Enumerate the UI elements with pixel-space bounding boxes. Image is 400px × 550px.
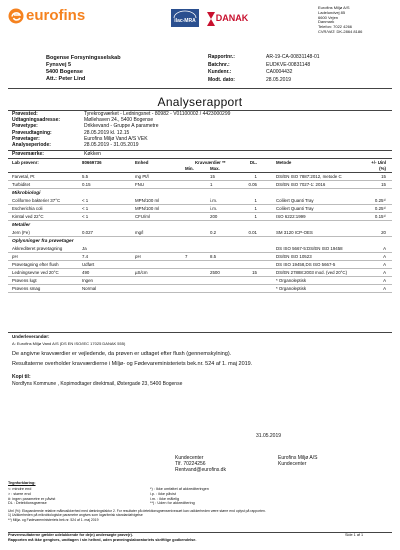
cell-method: * Organoleptisk — [276, 286, 307, 291]
cell-name: Prøvens lugt — [12, 278, 37, 283]
table-subheader: Min. Max. (%) — [185, 166, 386, 171]
meta-row: Rapportnr.: AR-19-CA-00831148-01 — [208, 54, 320, 60]
cell-result: Udført — [82, 262, 95, 267]
cell-unc: A — [383, 254, 386, 259]
table-row — [8, 261, 392, 268]
cell-min: 7 — [185, 254, 188, 259]
table-row — [8, 269, 392, 276]
table-row — [8, 213, 392, 220]
table-row — [8, 253, 392, 260]
legend-item: i.m. : ikke målelig — [150, 496, 180, 501]
sample-info-row: Udtagningsadresse: Møllehaven 24., 5400 Bogense — [12, 117, 154, 124]
client-address — [46, 55, 196, 83]
table-row — [8, 205, 392, 212]
client-attention: Att.: Peter Lind — [46, 76, 86, 82]
cell-method: DS/EN ISO 7027-1: 2016 — [276, 182, 326, 187]
cell-unit: µS/cm — [135, 270, 148, 275]
legend-heading: Tegnforklaring: — [8, 481, 36, 485]
cell-name: Prøvetagning efter flush — [12, 262, 59, 267]
signature-right — [278, 455, 317, 467]
cell-result: 0.027 — [82, 230, 93, 235]
table-row — [8, 245, 392, 252]
sample-info-row: Prøvetype: Drikkevand - Gruppe A parametre — [12, 123, 159, 130]
sample-info-row: Analyseperiode: 28.05.2019 - 31.05.2019 — [12, 142, 139, 149]
sample-info-row: Prøvetager: Eurofins Miljø Vand A/S VEK — [12, 135, 148, 142]
lab-address-line: 6600 Vejen — [318, 14, 339, 20]
cell-method: Colilert Quanti Tray — [276, 206, 314, 211]
legend-item: DL : Detektionsgrænse — [8, 501, 47, 506]
note-line: Resultaterne overholder kravværdierne i Miljø- og Fødevareministeriets bek.nr. 524 af 1. maj 2019. — [12, 361, 253, 367]
cell-unc: A — [383, 270, 386, 275]
cell-name: Prøvens smag — [12, 286, 41, 291]
cell-result: Ingen — [82, 278, 93, 283]
cell-max: 0.2 — [210, 230, 217, 235]
cell-max: 15 — [210, 174, 215, 179]
eurofins-brand: eurofins — [26, 7, 86, 24]
row-divider — [8, 188, 392, 189]
cell-result: Ja — [82, 246, 87, 251]
svg-text:ilac-MRA: ilac-MRA — [174, 18, 196, 24]
page-title: Analyserapport — [157, 95, 243, 109]
legend-item: > : større end — [8, 491, 31, 496]
cell-result: < 1 — [82, 206, 89, 211]
sample-marking: Prøvemærke: Køkken — [12, 151, 101, 157]
cell-unc: A — [383, 278, 386, 283]
cell-unc: A — [383, 246, 386, 251]
meta-row: Kundenr.: CA0004432 — [208, 69, 293, 76]
cell-dl: 0.05 — [248, 182, 257, 187]
ilac-mra-logo-icon — [171, 9, 199, 27]
cell-name: Farvetal, Pt — [12, 174, 35, 179]
table-row — [8, 277, 392, 284]
signature-left — [175, 455, 226, 473]
cell-name: Kimtal ved 22°C — [12, 214, 44, 219]
cell-method: DS/EN 27888:2003 mod. (ved 20°C) — [276, 270, 348, 275]
lab-address-line: Eurofins Miljø A/S — [318, 5, 350, 10]
cell-dl: 1 — [254, 206, 257, 211]
cell-unc: 20 — [381, 230, 386, 235]
signature-date: 31.05.2019 — [256, 433, 282, 439]
client-city: 5400 Bogense — [46, 69, 83, 75]
footnote: **) Miljø- og Fødevareministeriets bek.nr. 524 af 1. maj 2019 — [8, 517, 99, 522]
cell-unit: MPN/100 ml — [135, 206, 160, 211]
cell-max: 8.5 — [210, 254, 217, 259]
cell-result: 7.4 — [82, 254, 89, 259]
cell-result: < 1 — [82, 198, 89, 203]
footnote: 1) Usikkerheden på mikrobiologiske parametre angives som logaritmisk standardafvigelse — [8, 513, 143, 518]
cell-dl: 1 — [254, 214, 257, 219]
footer-line: Prøveresultaterne gælder udelukkende for de(n) undersøgte prøve(r). — [8, 533, 133, 537]
subcontractor-heading: Underleverandør: — [12, 334, 50, 339]
cell-unit: mg Pt/l — [135, 174, 149, 179]
divider — [8, 332, 392, 333]
page-number: Side 1 af 1 — [345, 533, 364, 537]
cell-method: SM 3120 ICP-OES — [276, 230, 313, 235]
cell-method: DS ISO 19458,DS ISO 5667-5 — [276, 262, 336, 267]
cell-method: DS/EN ISO 10523 — [276, 254, 312, 259]
cell-method: ISO 6222:1999 — [276, 214, 306, 219]
report-meta — [208, 54, 398, 84]
divider — [8, 88, 392, 89]
legend-left — [8, 487, 128, 506]
cell-result: 5.5 — [82, 174, 89, 179]
table-group-title: Oplysninger fra prøvetager — [12, 239, 74, 244]
cell-name: Escherichia coli — [12, 206, 43, 211]
cell-name: Turbiditet — [12, 182, 31, 187]
lab-address-line: CVR/VAT: DK-2864 8186 — [318, 28, 363, 34]
cell-method: * Organoleptisk — [276, 278, 307, 283]
cell-unit: FNU — [135, 182, 145, 187]
legend-item: **) : Uden for akkreditering — [150, 501, 195, 506]
cell-method: DS ISO 5667-5:DS/EN ISO 19458 — [276, 246, 343, 251]
table-row — [8, 173, 392, 180]
meta-row: Modt. dato: 28.05.2019 — [208, 76, 292, 83]
legend-item: <: mindre end — [8, 487, 32, 491]
signature-line: Eurofins Miljø A/S — [278, 455, 318, 461]
cell-unc: A — [383, 262, 386, 267]
footer-line: Rapporten må ikke gengives, undtagen i sin helhed, uden prøvningslaboratoriets skriftlige godkendelse. — [8, 538, 197, 542]
cell-max: i.m. — [210, 198, 218, 203]
svg-text:DANAK: DANAK — [215, 13, 249, 23]
copy-heading: Kopi til: — [12, 374, 31, 380]
cell-max: i.m. — [210, 206, 218, 211]
lab-address-line: Danmark — [318, 19, 335, 25]
cell-result: Normal — [82, 286, 97, 291]
table-row — [8, 229, 392, 236]
cell-result: < 1 — [82, 214, 89, 219]
legend-item: *) : Ikke omfattet af akkrediteringen — [150, 487, 209, 491]
lab-address — [318, 6, 396, 35]
cell-result: 490 — [82, 270, 90, 275]
cell-name: Ledningsevne ved 20°C — [12, 270, 59, 275]
signature-line: Rentvand@eurofins.dk — [175, 467, 226, 473]
danak-logo-icon — [205, 8, 249, 28]
legend-right — [150, 487, 300, 506]
row-divider — [8, 292, 392, 293]
cell-name: Akkrediteret prøvetagning — [12, 246, 63, 251]
cell-dl: 0.01 — [248, 230, 257, 235]
cell-method: Colilert Quanti Tray — [276, 198, 314, 203]
cell-unc: 15 — [381, 174, 386, 179]
cell-dl: 1 — [254, 198, 257, 203]
cell-name: Coliforme bakterier 37°C — [12, 198, 61, 203]
cell-max: 1 — [210, 182, 213, 187]
cell-unit: CFU/ml — [135, 214, 150, 219]
lab-address-line: Telefon: 7022 4266 — [318, 24, 353, 30]
sample-info — [12, 111, 392, 148]
meta-row: Batchnr.: EUDKVE-00831148 — [208, 61, 311, 68]
cell-result: 0.15 — [82, 182, 91, 187]
copy-to: Nordfyns Kommune , Kopimodtager direktmail, Østergade 23, 5400 Bogense — [12, 381, 183, 387]
footnote: Uinl (%): Ekspanderede relative måleusikkerhed med dækningsfaktor 2. For resultater på detektionsgrænseniveauet kan usikkerheden være større end oplyst på rapporten. — [8, 509, 266, 513]
legend-item: #: ingen parametre er påvist — [8, 496, 56, 501]
eurofins-logo-icon — [8, 8, 24, 24]
cell-name: Jern (Fe) — [12, 230, 30, 235]
table-group-title: Mikrobiologi — [12, 191, 41, 196]
legend-footnotes — [8, 509, 392, 522]
subcontractor-text: A: Eurofins Miljø Vand A/S (DS EN ISO/IEC 17025 DANAK 555) — [12, 341, 126, 346]
cell-unc: 0.15¹⁾ — [374, 214, 386, 219]
cell-unc: 0.25¹⁾ — [374, 206, 386, 211]
cell-name: pH — [12, 254, 18, 259]
note-line: De angivne kravværdier er vejledende, da prøven er udtaget efter flush (gennemskylning). — [12, 351, 232, 357]
cell-dl: 1 — [254, 174, 257, 179]
cell-unc: 15 — [381, 182, 386, 187]
signature-line: Kundecenter — [278, 461, 307, 467]
client-street: Fynsvej 5 — [46, 62, 72, 68]
table-header: Lab prøvenr: 80669736 Enhed Kravværdier ** DL. Metode +/- Uinl — [12, 160, 386, 165]
cell-dl: 15 — [252, 270, 257, 275]
lab-address-line: Ladelundvej 85 — [318, 9, 346, 15]
table-row — [8, 285, 392, 292]
cell-unit: MPN/100 ml — [135, 198, 160, 203]
cell-unc: 0.25¹⁾ — [374, 198, 386, 203]
table-group-title: Metaller — [12, 223, 31, 228]
client-name: Bogense Forsyningsselskab — [46, 55, 121, 61]
cell-unc: A — [383, 286, 386, 291]
table-row — [8, 181, 392, 188]
sample-info-row: Prøvested: Tyrekrogværket - Ledningsnet - 80982 - V01100002 / 4423000299 — [12, 111, 231, 117]
cell-max: 2500 — [210, 270, 220, 275]
cell-max: 200 — [210, 214, 218, 219]
cell-method: DS/EN ISO 7887:2012, metode C — [276, 174, 342, 179]
row-divider — [8, 236, 392, 237]
signature-line: Kundecenter — [175, 455, 204, 461]
row-divider — [8, 220, 392, 221]
cell-unit: mg/l — [135, 230, 144, 235]
cell-unit: pH — [135, 254, 141, 259]
legend-item: i.p. : ikke påvist — [150, 491, 176, 496]
signature-line: Tlf. 70224256 — [175, 461, 206, 467]
sample-info-row: Prøveudtagning: 28.05.2019 kl. 12.15 — [12, 129, 130, 136]
table-row — [8, 197, 392, 204]
